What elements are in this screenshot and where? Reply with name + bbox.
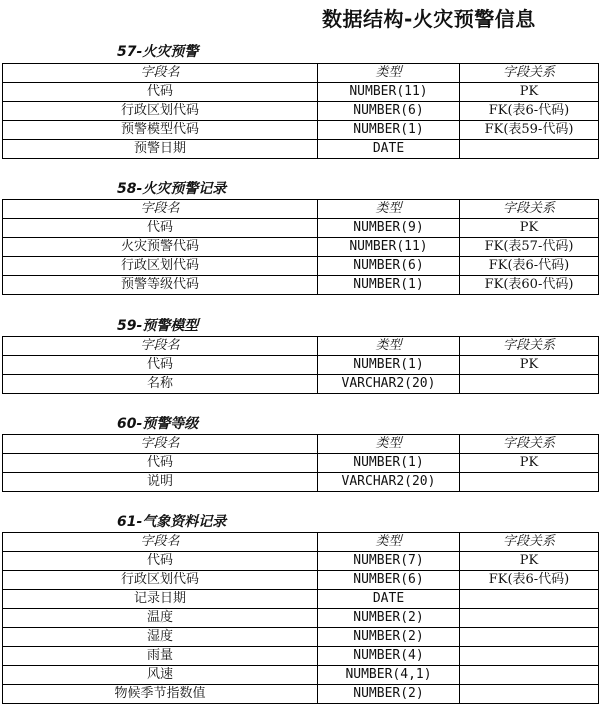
field-relation: FK(表6-代码): [460, 257, 599, 276]
table-row: [3, 609, 599, 628]
table-row: [3, 647, 599, 666]
field-relation: [460, 375, 599, 394]
field-name: 预警模型代码: [3, 121, 318, 140]
field-name: 代码: [3, 219, 318, 238]
field-type: NUMBER(2): [318, 628, 460, 647]
field-name: 湿度: [3, 628, 318, 647]
field-type: DATE: [318, 140, 460, 159]
table-row: [3, 628, 599, 647]
field-type: NUMBER(6): [318, 571, 460, 590]
field-relation: [460, 666, 599, 685]
field-type: NUMBER(2): [318, 685, 460, 704]
field-relation: [460, 473, 599, 492]
field-type: NUMBER(11): [318, 83, 460, 102]
field-relation: [460, 647, 599, 666]
field-name: 代码: [3, 83, 318, 102]
field-relation: PK: [460, 454, 599, 473]
section-title-58: 58-火灾预警记录: [117, 181, 227, 197]
field-relation: FK(表57-代码): [460, 238, 599, 257]
column-header-relation: 字段关系: [460, 200, 599, 219]
table-row: [3, 238, 599, 257]
field-name: 代码: [3, 454, 318, 473]
field-name: 代码: [3, 552, 318, 571]
field-type: NUMBER(4): [318, 647, 460, 666]
field-relation: FK(表6-代码): [460, 102, 599, 121]
field-name: 说明: [3, 473, 318, 492]
field-name: 行政区划代码: [3, 571, 318, 590]
field-name: 名称: [3, 375, 318, 394]
table-row: [3, 276, 599, 295]
table-61-weather-record: [2, 532, 599, 704]
table-header-row: [3, 533, 599, 552]
table-row: [3, 102, 599, 121]
field-relation: PK: [460, 83, 599, 102]
table-header-row: [3, 337, 599, 356]
field-name: 雨量: [3, 647, 318, 666]
table-row: [3, 473, 599, 492]
field-type: NUMBER(4,1): [318, 666, 460, 685]
field-name: 火灾预警代码: [3, 238, 318, 257]
field-relation: [460, 609, 599, 628]
table-row: [3, 375, 599, 394]
table-header-row: [3, 64, 599, 83]
field-relation: [460, 628, 599, 647]
field-type: NUMBER(1): [318, 121, 460, 140]
table-row: [3, 121, 599, 140]
field-relation: FK(表59-代码): [460, 121, 599, 140]
table-row: [3, 219, 599, 238]
column-header-type: 类型: [318, 200, 460, 219]
field-relation: [460, 140, 599, 159]
table-header-row: [3, 200, 599, 219]
field-type: NUMBER(9): [318, 219, 460, 238]
table-row: [3, 257, 599, 276]
column-header-relation: 字段关系: [460, 64, 599, 83]
field-name: 记录日期: [3, 590, 318, 609]
field-type: NUMBER(1): [318, 454, 460, 473]
field-name: 预警日期: [3, 140, 318, 159]
table-row: [3, 356, 599, 375]
field-type: NUMBER(1): [318, 356, 460, 375]
field-relation: PK: [460, 552, 599, 571]
field-type: NUMBER(6): [318, 257, 460, 276]
field-name: 风速: [3, 666, 318, 685]
table-row: [3, 571, 599, 590]
field-relation: [460, 685, 599, 704]
field-relation: PK: [460, 219, 599, 238]
field-type: NUMBER(2): [318, 609, 460, 628]
column-header-name: 字段名: [3, 337, 318, 356]
table-header-row: [3, 435, 599, 454]
table-row: [3, 552, 599, 571]
field-type: VARCHAR2(20): [318, 473, 460, 492]
field-name: 物候季节指数值: [3, 685, 318, 704]
table-row: [3, 666, 599, 685]
column-header-name: 字段名: [3, 200, 318, 219]
table-row: [3, 140, 599, 159]
table-57-fire-warning: [2, 63, 599, 159]
field-type: NUMBER(7): [318, 552, 460, 571]
table-59-warning-model: [2, 336, 599, 394]
field-type: DATE: [318, 590, 460, 609]
table-row: [3, 83, 599, 102]
field-type: NUMBER(6): [318, 102, 460, 121]
column-header-relation: 字段关系: [460, 337, 599, 356]
field-type: VARCHAR2(20): [318, 375, 460, 394]
table-60-warning-level: [2, 434, 599, 492]
section-title-59: 59-预警模型: [117, 318, 199, 334]
column-header-name: 字段名: [3, 533, 318, 552]
field-relation: FK(表6-代码): [460, 571, 599, 590]
field-name: 温度: [3, 609, 318, 628]
table-row: [3, 590, 599, 609]
column-header-type: 类型: [318, 435, 460, 454]
table-row: [3, 685, 599, 704]
section-title-60: 60-预警等级: [117, 416, 199, 432]
column-header-name: 字段名: [3, 435, 318, 454]
page-title: 数据结构-火灾预警信息: [322, 7, 536, 31]
field-type: NUMBER(11): [318, 238, 460, 257]
section-title-57: 57-火灾预警: [117, 44, 199, 60]
column-header-relation: 字段关系: [460, 533, 599, 552]
field-name: 行政区划代码: [3, 257, 318, 276]
field-relation: PK: [460, 356, 599, 375]
column-header-type: 类型: [318, 533, 460, 552]
table-row: [3, 454, 599, 473]
column-header-type: 类型: [318, 64, 460, 83]
field-relation: FK(表60-代码): [460, 276, 599, 295]
field-relation: [460, 590, 599, 609]
table-58-fire-warning-record: [2, 199, 599, 295]
column-header-type: 类型: [318, 337, 460, 356]
field-type: NUMBER(1): [318, 276, 460, 295]
section-title-61: 61-气象资料记录: [117, 514, 227, 530]
field-name: 预警等级代码: [3, 276, 318, 295]
column-header-name: 字段名: [3, 64, 318, 83]
field-name: 行政区划代码: [3, 102, 318, 121]
field-name: 代码: [3, 356, 318, 375]
column-header-relation: 字段关系: [460, 435, 599, 454]
